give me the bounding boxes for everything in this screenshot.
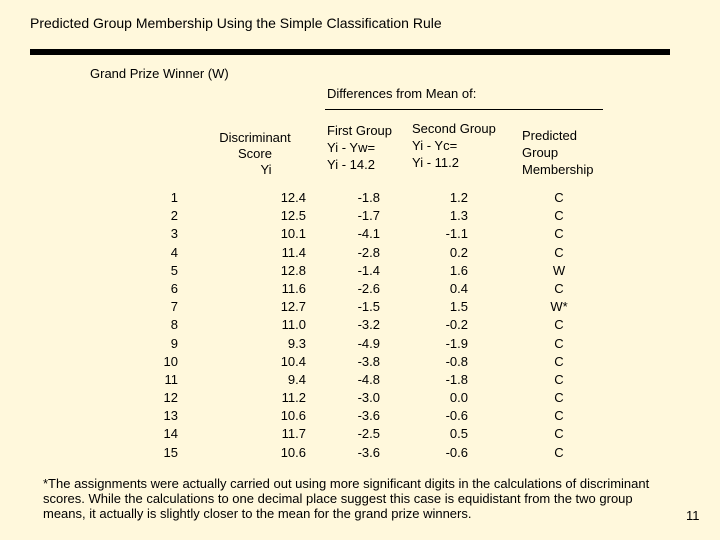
predicted-membership-cell: W* — [550, 299, 568, 315]
case-number: 4 — [170, 244, 178, 260]
predicted-membership-cell: C — [554, 426, 564, 442]
predicted-membership-cell: C — [554, 208, 564, 224]
first-group-header-line1: First Group — [327, 123, 393, 138]
case-number: 15 — [163, 444, 178, 460]
discriminant-score-cell: 12.4 — [280, 190, 306, 205]
case-number: 11 — [164, 371, 178, 387]
page-number: 11 — [686, 508, 700, 523]
first-group-diff-cell: -1.5 — [357, 299, 380, 315]
predicted-membership-cell: W — [552, 262, 566, 278]
first-group-header-line2: Yi - Yw= — [327, 140, 376, 155]
case-number: 6 — [170, 280, 178, 296]
predicted-header — [522, 127, 612, 178]
second-group-header-line3: Yi - 11.2 — [412, 155, 459, 170]
first-group-diff-cell: -3.0 — [357, 390, 380, 406]
discriminant-score-cell: 10.6 — [280, 444, 306, 460]
first-group-diff-cell: -4.8 — [357, 371, 380, 387]
predicted-membership-cell: C — [554, 371, 564, 387]
second-group-diff-cell: 1.6 — [449, 262, 468, 278]
case-number: 12 — [163, 390, 178, 406]
predicted-membership-cell: C — [554, 335, 564, 351]
case-number: 5 — [170, 262, 178, 278]
second-group-diff-cell: -0.8 — [445, 353, 468, 369]
second-group-diff-cell: -0.2 — [445, 317, 468, 333]
discriminant-score-cell: 10.6 — [280, 408, 306, 424]
discriminant-score-cell: 11.7 — [281, 426, 306, 442]
discriminant-score-cell: 11.2 — [281, 390, 306, 406]
case-number: 2 — [170, 208, 178, 224]
case-number: 9 — [170, 335, 178, 351]
second-group-diff-cell: -0.6 — [445, 444, 468, 460]
first-group-diff-cell: -3.2 — [357, 317, 380, 333]
case-number: 1 — [170, 190, 178, 205]
second-group-header-line1: Second Group — [412, 121, 496, 136]
first-group-diff-cell: -4.9 — [357, 335, 380, 351]
predicted-membership-column — [538, 189, 580, 462]
case-number: 10 — [163, 353, 178, 369]
discriminant-header-line2: Score — [238, 146, 272, 161]
predicted-membership-cell: C — [554, 390, 564, 406]
discriminant-score-cell: 9.3 — [287, 335, 306, 351]
predicted-membership-cell: C — [554, 353, 564, 369]
predicted-header-line1: Predicted — [522, 128, 577, 143]
case-number: 13 — [163, 408, 178, 424]
first-group-diff-cell: -1.8 — [357, 190, 380, 205]
second-group-diff-cell: 1.5 — [449, 299, 468, 315]
first-group-header — [327, 122, 417, 173]
discriminant-score-header — [200, 130, 310, 162]
case-number-column — [140, 189, 178, 462]
differences-header: Differences from Mean of: — [327, 86, 477, 101]
discriminant-score-cell: 12.5 — [280, 208, 306, 224]
case-number: 7 — [170, 299, 178, 315]
first-group-diff-cell: -2.6 — [357, 280, 380, 296]
predicted-membership-cell: C — [554, 408, 564, 424]
second-group-diff-cell: 1.2 — [449, 190, 468, 205]
discriminant-header-line1: Discriminant — [219, 130, 291, 145]
discriminant-score-cell: 9.4 — [287, 371, 306, 387]
case-number: 8 — [170, 317, 178, 333]
yi-header: Yi — [260, 162, 272, 177]
first-group-diff-column — [334, 189, 380, 462]
differences-underline — [325, 109, 603, 110]
predicted-membership-cell: C — [554, 190, 564, 205]
predicted-membership-cell: C — [554, 444, 564, 460]
first-group-header-line3: Yi - 14.2 — [327, 157, 375, 172]
first-group-diff-cell: -4.1 — [357, 226, 380, 242]
footnote: *The assignments were actually carried out using more significant digits in the calculations of discriminant scores. While the calculations to one decimal place suggest this case is equidistant from the two group means, it actually is slightly closer to the mean for the grand prize winners. — [43, 476, 650, 521]
second-group-diff-cell: 0.2 — [449, 244, 468, 260]
first-group-diff-cell: -3.6 — [357, 408, 380, 424]
case-number: 3 — [170, 226, 178, 242]
second-group-header — [412, 120, 522, 171]
second-group-diff-cell: -1.9 — [445, 335, 468, 351]
predicted-membership-cell: C — [554, 280, 564, 296]
second-group-diff-cell: 1.3 — [449, 208, 468, 224]
second-group-diff-column — [422, 189, 468, 462]
first-group-diff-cell: -1.4 — [357, 262, 380, 278]
predicted-membership-cell: C — [554, 244, 564, 260]
discriminant-score-cell: 11.6 — [281, 280, 306, 296]
case-number: 14 — [163, 426, 178, 442]
second-group-diff-cell: 0.0 — [449, 390, 468, 406]
title-divider — [30, 49, 670, 55]
slide-title: Predicted Group Membership Using the Simple Classification Rule — [30, 15, 442, 31]
second-group-header-line2: Yi - Yc= — [412, 138, 458, 153]
second-group-diff-cell: -1.1 — [445, 226, 468, 242]
discriminant-score-cell: 12.7 — [280, 299, 306, 315]
table-subtitle: Grand Prize Winner (W) — [90, 66, 229, 81]
first-group-diff-cell: -3.6 — [357, 444, 380, 460]
second-group-diff-cell: -1.8 — [445, 371, 468, 387]
first-group-diff-cell: -2.5 — [357, 426, 380, 442]
first-group-diff-cell: -1.7 — [357, 208, 380, 224]
predicted-membership-cell: C — [554, 317, 564, 333]
predicted-header-line2: Group — [522, 145, 559, 160]
second-group-diff-cell: 0.5 — [449, 426, 468, 442]
discriminant-score-cell: 11.0 — [281, 317, 306, 333]
first-group-diff-cell: -3.8 — [357, 353, 380, 369]
predicted-membership-cell: C — [554, 226, 564, 242]
discriminant-score-column — [260, 189, 306, 462]
second-group-diff-cell: 0.4 — [449, 280, 468, 296]
discriminant-score-cell: 10.1 — [280, 226, 306, 242]
discriminant-score-cell: 11.4 — [281, 244, 306, 260]
predicted-header-line3: Membership — [522, 162, 594, 177]
discriminant-score-cell: 12.8 — [280, 262, 306, 278]
discriminant-score-cell: 10.4 — [280, 353, 306, 369]
second-group-diff-cell: -0.6 — [445, 408, 468, 424]
first-group-diff-cell: -2.8 — [357, 244, 380, 260]
